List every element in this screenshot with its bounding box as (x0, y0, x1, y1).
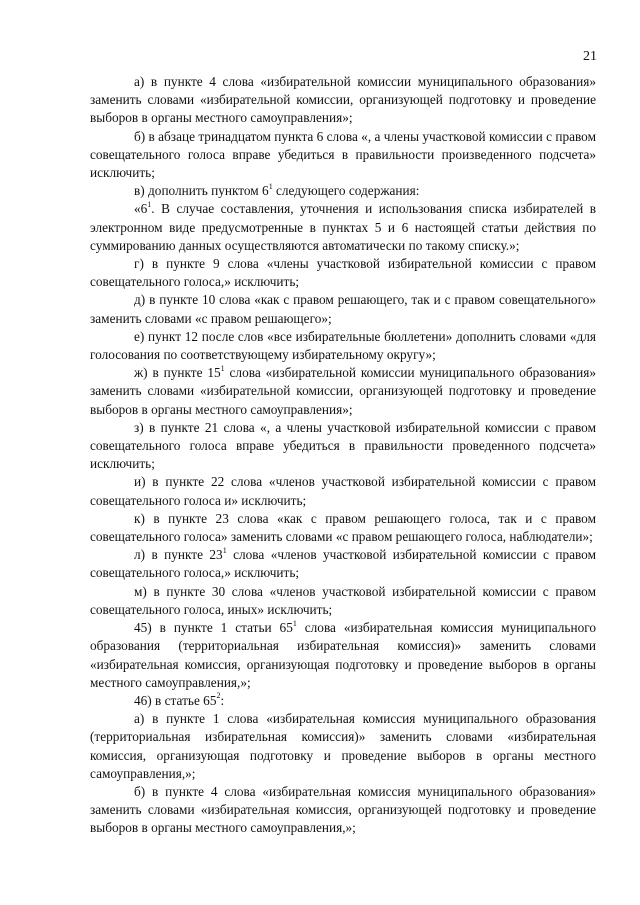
paragraph-45 (90, 619, 596, 692)
paragraph-d: д) в пункте 10 слова «как с правом решающего, так и с правом совещательного» заменить словами «с правом решающего»; (90, 292, 596, 326)
paragraph-text: 45) в пункте 1 статьи 65 (134, 620, 293, 636)
paragraph-text: л) в пункте 23 (134, 547, 223, 563)
paragraph-a: а) в пункте 4 слова «избирательной комиссии муниципального образования» заменить словами «избирательной комиссии, организующей подготовку и проведение выборов в органы местного самоуправления»; (90, 74, 596, 126)
superscript: 1 (222, 545, 227, 555)
paragraph-text: 46) в статье 65 (134, 692, 217, 708)
paragraph-g: г) в пункте 9 слова «члены участковой избирательной комиссии с правом совещательного голоса,» исключить; (90, 256, 596, 290)
superscript: 1 (220, 363, 225, 373)
paragraph-new-point (90, 200, 596, 255)
paragraph-text: ж) в пункте 15 (134, 365, 221, 381)
paragraph-l (90, 546, 596, 582)
paragraph-k: к) в пункте 23 слова «как с правом решающего голоса, так и с правом совещательного голоса» заменить словами «с правом решающего голоса, наблюдатели»; (90, 510, 596, 545)
paragraph-zh (90, 364, 596, 419)
paragraph-m: м) в пункте 30 слова «членов участковой избирательной комиссии с правом совещательного голоса, иных» исключить; (90, 583, 596, 617)
paragraph-text: следующего содержания: (272, 183, 420, 199)
paragraph-46-a: а) в пункте 1 слова «избирательная комиссия муниципального образования (территориальная избирательная комиссия)» заменить словами «избирательная комиссия, организующая подготовку и проведение выборов в органы местного самоуправления,»; (90, 711, 596, 781)
paragraph-text: . В случае составления, уточнения и использования списка избирателей в электронном виде предусмотренные в пунктах 5 и 6 настоящей статьи действия по суммированию данных осуществляются автоматически по такому списку.»; (90, 201, 596, 253)
paragraph-text: в) дополнить пунктом 6 (134, 183, 269, 199)
paragraph-46-b: б) в пункте 4 слова «избирательная комиссия муниципального образования» заменить словами «избирательная комиссия, организующей подготовку и проведение выборов в органы местного самоуправления,»; (90, 783, 596, 836)
paragraph-text: слова «членов участковой избирательной комиссии с правом совещательного голоса,» исключить; (90, 547, 596, 581)
paragraph-i: и) в пункте 22 слова «членов участковой избирательной комиссии с правом совещательного голоса и» исключить; (90, 474, 596, 508)
paragraph-v (90, 182, 596, 200)
paragraph-text: : (220, 692, 225, 708)
paragraph-text: слова «избирательная комиссия муниципального образования (территориальная избирательная комиссия)» заменить словами «избирательная комиссия, организующая подготовку и проведение выборов в органы местного самоуправления,»; (90, 620, 596, 690)
superscript: 1 (268, 181, 273, 191)
paragraph-b: б) в абзаце тринадцатом пункта 6 слова «, а члены участковой комиссии с правом совещательного голоса вправе убедиться в правильности произведенного подсчета» исключить; (90, 128, 596, 181)
page-number: 21 (583, 49, 597, 64)
paragraph-text: слова «избирательной комиссии муниципального образования» заменить словами «избирательной комиссии, организующей подготовку и проведение выборов в органы местного самоуправления»; (90, 365, 597, 417)
superscript: 2 (216, 691, 221, 701)
document-body (90, 73, 596, 838)
paragraph-z: з) в пункте 21 слова «, а члены участковой избирательной комиссии с правом совещательного голоса вправе убедиться в правильности проведенного подсчета» исключить; (90, 419, 596, 472)
paragraph-46 (90, 692, 596, 710)
superscript: 1 (292, 618, 297, 628)
paragraph-e: е) пункт 12 после слов «все избирательные бюллетени» дополнить словами «для голосования по соответствующему избирательному округу»; (90, 328, 596, 363)
paragraph-text: «6 (134, 201, 148, 217)
superscript: 1 (147, 200, 152, 209)
